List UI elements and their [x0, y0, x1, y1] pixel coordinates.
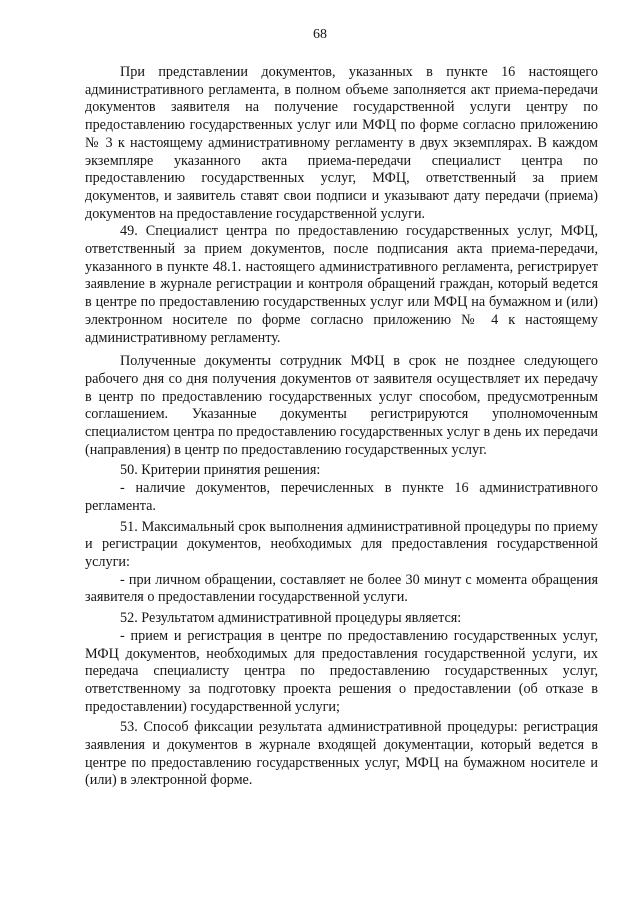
paragraph-51-item: - при личном обращении, составляет не более 30 минут с момента обращения заявителя о предоставлении государственной услуги. [85, 571, 598, 606]
page-number: 68 [313, 27, 327, 42]
paragraph-52-item: - прием и регистрация в центре по предоставлению государственных услуг, МФЦ документов, необходимых для предоставления государственной услуги, их передача специалисту центра по предоставлению государственных услуг, ответственному за подготовку проекта решения о предоставлении (об отказе в предоставлении) государственной услуги; [85, 627, 598, 715]
paragraph-50: 50. Критерии принятия решения: [120, 462, 321, 479]
paragraph-51: 51. Максимальный срок выполнения административной процедуры по приему и регистрации документов, необходимых для предоставления государственной услуги: [85, 518, 598, 570]
paragraph-received-documents: Полученные документы сотрудник МФЦ в срок не позднее следующего рабочего дня со дня получения документов от заявителя осуществляет их передачу в центр по предоставлению государственных услуг способом, предусмотренным соглашением. Указанные документы регистрируются уполномоченным специалистом центра по предоставлению государственных услуг в день их передачи (направления) в центр по предоставлению государственных услуг. [85, 353, 598, 458]
paragraph-50-item: - наличие документов, перечисленных в пункте 16 административного регламента. [85, 480, 598, 514]
paragraph-53: 53. Способ фиксации результата административной процедуры: регистрация заявления и документов в журнале входящей документации, который ведется в центре по предоставлению государственных услуг, МФЦ на бумажном носителе и (или) в электронной форме. [85, 719, 598, 789]
paragraph-acceptance-act: При представлении документов, указанных в пункте 16 настоящего административного регламента, в полном объеме заполняется акт приема-передачи документов заявителя на получение государственной услуги центру по предоставлению государственных услуг или МФЦ по форме согласно приложению № 3 к настоящему административному регламенту в двух экземплярах. В каждом экземпляре указанного акта приема-передачи специалист центра по предоставлению государственных услуг, МФЦ, ответственный за прием документов, и заявитель ставят свои подписи и указывают дату передачи (приема) документов на предоставление государственной услуги. [85, 64, 598, 222]
paragraph-49: 49. Специалист центра по предоставлению государственных услуг, МФЦ, ответственный за прием документов, после подписания акта приема-передачи, указанного в пункте 48.1. настоящего административного регламента, регистрирует заявление в журнале регистрации и контроля обращений граждан, который ведется в центре по предоставлению государственных услуг или МФЦ на бумажном и (или) электронном носителе по форме согласно приложению № 4 к настоящему административному регламенту. [85, 223, 598, 346]
paragraph-52: 52. Результатом административной процедуры является: [120, 610, 462, 627]
document-body [85, 64, 598, 790]
